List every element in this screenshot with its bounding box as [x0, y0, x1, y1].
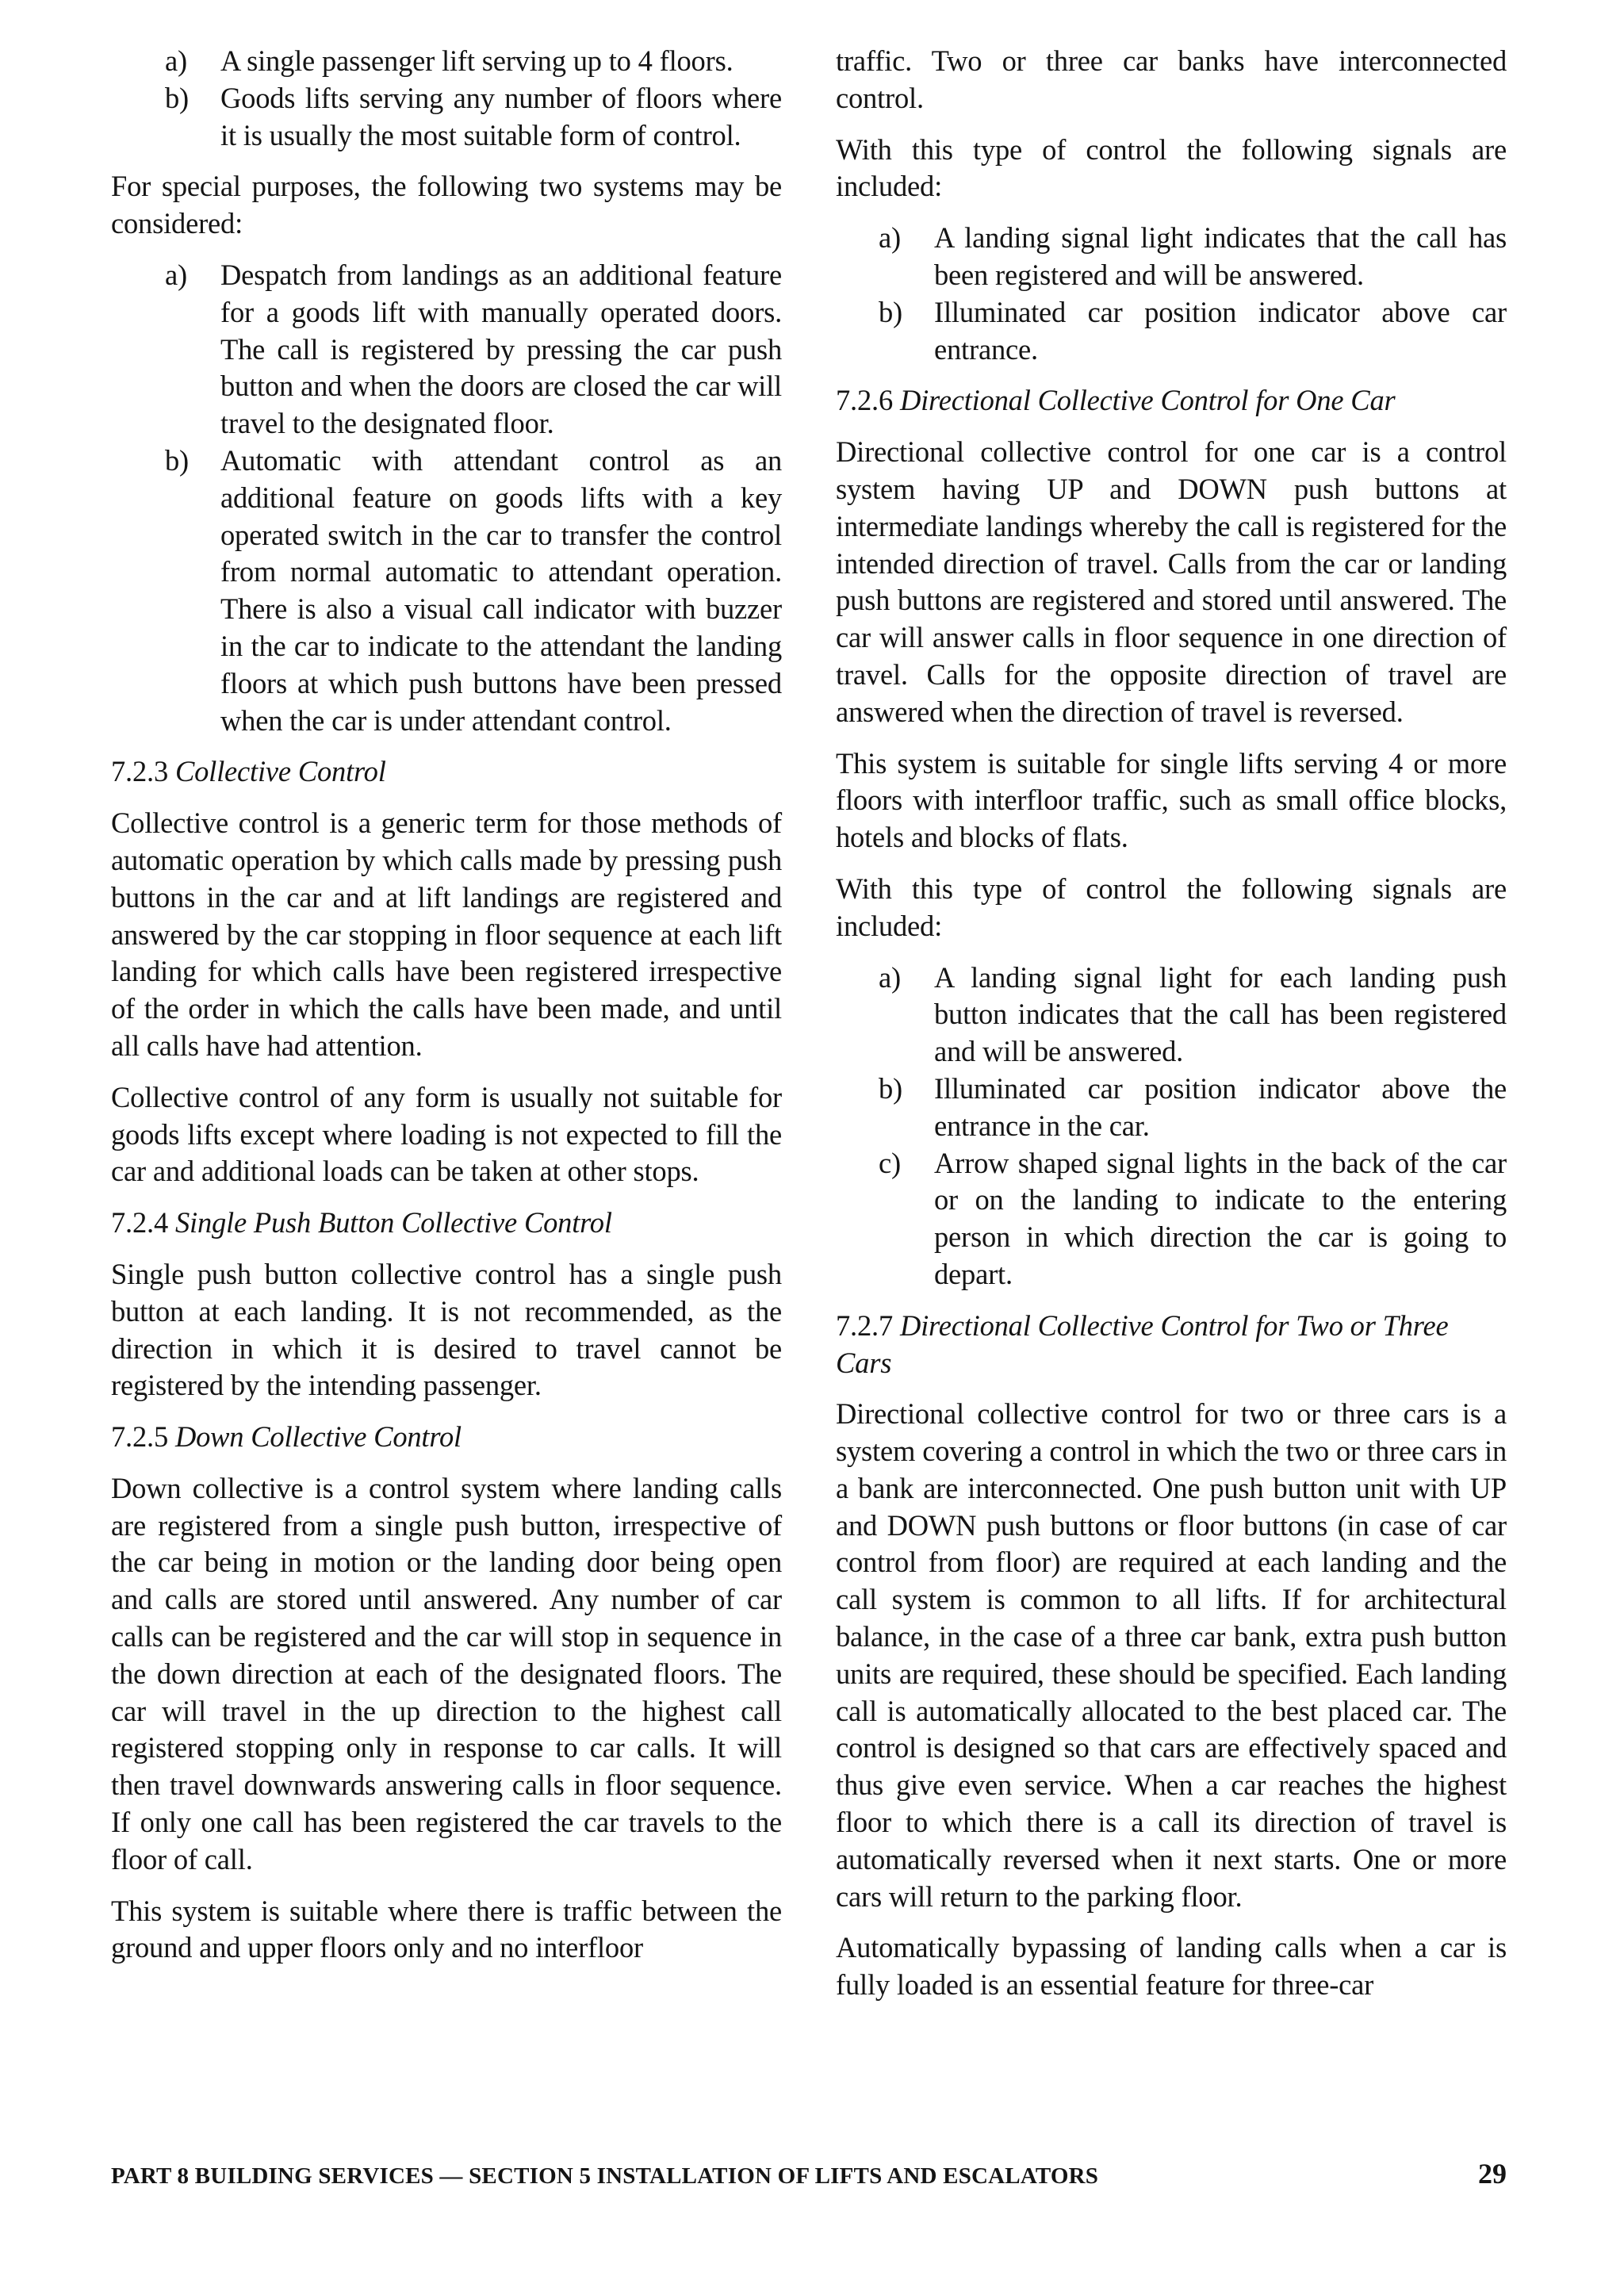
left-column	[111, 43, 782, 1981]
section-number: 7.2.3	[111, 755, 169, 788]
list-label: a)	[165, 44, 187, 77]
paragraph: Automatically bypassing of landing calls when a car is fully loaded is an essential feature for three-car	[836, 1931, 1507, 2002]
list-text: Goods lifts serving any number of floors where it is usually the most suitable form of control.	[220, 81, 782, 151]
list-item	[836, 1071, 1507, 1145]
right-column	[836, 43, 1507, 2018]
section-title: Collective Control	[174, 755, 386, 788]
section-number: 7.2.6	[836, 384, 894, 417]
paragraph: This system is suitable where there is traffic between the ground and upper floors only and no interfloor	[111, 1894, 782, 1964]
paragraph-continued: traffic. Two or three car banks have interconnected control.	[836, 44, 1507, 114]
list-text: Illuminated car position indicator above car entrance.	[934, 295, 1507, 366]
list-item	[836, 960, 1507, 1071]
list-text: Despatch from landings as an additional feature for a goods lift with manually operated doors. The call is registered by pressing the car push button and when the doors are closed the car will travel to the designated floor.	[220, 258, 782, 440]
page-footer	[111, 2157, 1507, 2190]
list-label: b)	[879, 1071, 903, 1105]
paragraph: With this type of control the following signals are included:	[836, 132, 1507, 203]
list-text: Automatic with attendant control as an additional feature on goods lifts with a key operated switch in the car to transfer the control from normal automatic to attendant operation. There is also a visual call indicator with buzzer in the car to indicate to the attendant the landing floors at which push buttons have been pressed when the car is under attendant control.	[220, 443, 782, 737]
list-label: a)	[165, 258, 187, 291]
section-title: Directional Collective Control for One Car	[899, 384, 1396, 417]
list-signals-2	[836, 960, 1507, 1293]
paragraph: Directional collective control for two or three cars is a system covering a control in which the two or three cars in a bank are interconnected. One push button unit with UP and DOWN push buttons or floor buttons (in case of car control from floor) are required at each landing and the call system is common to all lifts. If for architectural balance, in the case of a three car bank, extra push button units are required, these should be specified. Each landing call is automatically allocated to the best placed car. The control is designed so that cars are effectively spaced and thus give even service. When a car reaches the highest floor to which there is a call its direction of travel is automatically reversed when it next starts. One or more cars will return to the parking floor.	[836, 1397, 1507, 1913]
footer-running-title: PART 8 BUILDING SERVICES — SECTION 5 INSTALLATION OF LIFTS AND ESCALATORS	[111, 2163, 1099, 2189]
section-heading-7-2-4	[111, 1205, 782, 1242]
section-number: 7.2.5	[111, 1420, 169, 1454]
section-title: Single Push Button Collective Control	[174, 1206, 612, 1239]
list-text: Illuminated car position indicator above the entrance in the car.	[934, 1071, 1507, 1142]
list-item	[836, 294, 1507, 369]
list-signals-1	[836, 220, 1507, 368]
paragraph: Collective control of any form is usually not suitable for goods lifts except where loading is not expected to fill the car and additional loads can be taken at other stops.	[111, 1080, 782, 1188]
list-label: a)	[879, 960, 901, 994]
list-text: Arrow shaped signal lights in the back of the car or on the landing to indicate to the entering person in which direction the car is going to depart.	[934, 1146, 1507, 1290]
section-number: 7.2.4	[111, 1206, 169, 1239]
list-lift-types	[111, 43, 782, 154]
list-item	[111, 80, 782, 155]
section-title: Directional Collective Control for Two or Three Cars	[836, 1308, 1449, 1379]
list-special-systems	[111, 257, 782, 739]
list-label: b)	[165, 81, 190, 114]
list-item	[111, 257, 782, 443]
paragraph: Directional collective control for one car is a control system having UP and DOWN push buttons at intermediate landings whereby the call is registered for the intended direction of travel. Calls from the car or landing push buttons are registered and stored until answered. The car will answer calls in floor sequence in one direction of travel. Calls for the opposite direction of travel are answered when the direction of travel is reversed.	[836, 435, 1507, 728]
section-heading-7-2-7	[836, 1308, 1507, 1382]
paragraph: With this type of control the following signals are included:	[836, 872, 1507, 942]
paragraph: Down collective is a control system where landing calls are registered from a single push button, irrespective of the car being in motion or the landing door being open and calls are stored until answered. Any number of car calls can be registered and the car will stop in sequence in the down direction at each of the designated floors. The car will travel in the up direction to the highest call registered stopping only in response to car calls. It will then travel downwards answering calls in floor sequence. If only one call has been registered the car travels to the floor of call.	[111, 1471, 782, 1875]
list-label: a)	[879, 221, 901, 255]
section-number: 7.2.7	[836, 1308, 894, 1342]
list-label: c)	[879, 1146, 901, 1179]
section-heading-7-2-5	[111, 1419, 782, 1456]
paragraph: Single push button collective control has a single push button at each landing. It is not recommended, as the direction in which it is desired to travel cannot be registered by the intending passenger.	[111, 1257, 782, 1402]
list-label: b)	[165, 443, 190, 477]
list-text: A landing signal light for each landing push button indicates that the call has been registered and will be answered.	[934, 960, 1507, 1068]
section-heading-7-2-6	[836, 382, 1507, 420]
section-title: Down Collective Control	[174, 1420, 462, 1454]
section-heading-7-2-3	[111, 753, 782, 791]
paragraph: Collective control is a generic term for those methods of automatic operation by which calls made by pressing push buttons in the car and at lift landings are registered and answered by the car stopping in floor sequence at each lift landing for which calls have been registered irrespective of the order in which the calls have been made, and until all calls have had attention.	[111, 807, 782, 1062]
list-text: A single passenger lift serving up to 4 floors.	[220, 44, 733, 77]
list-text: A landing signal light indicates that the call has been registered and will be answered.	[934, 221, 1507, 291]
list-item	[836, 220, 1507, 294]
paragraph-special-purposes: For special purposes, the following two systems may be considered:	[111, 170, 782, 240]
list-label: b)	[879, 295, 903, 328]
list-item	[836, 1145, 1507, 1293]
page-number: 29	[1478, 2158, 1507, 2190]
paragraph: This system is suitable for single lifts serving 4 or more floors with interfloor traffic, such as small office blocks, hotels and blocks of flats.	[836, 746, 1507, 854]
list-item	[111, 443, 782, 739]
list-item	[111, 43, 782, 80]
